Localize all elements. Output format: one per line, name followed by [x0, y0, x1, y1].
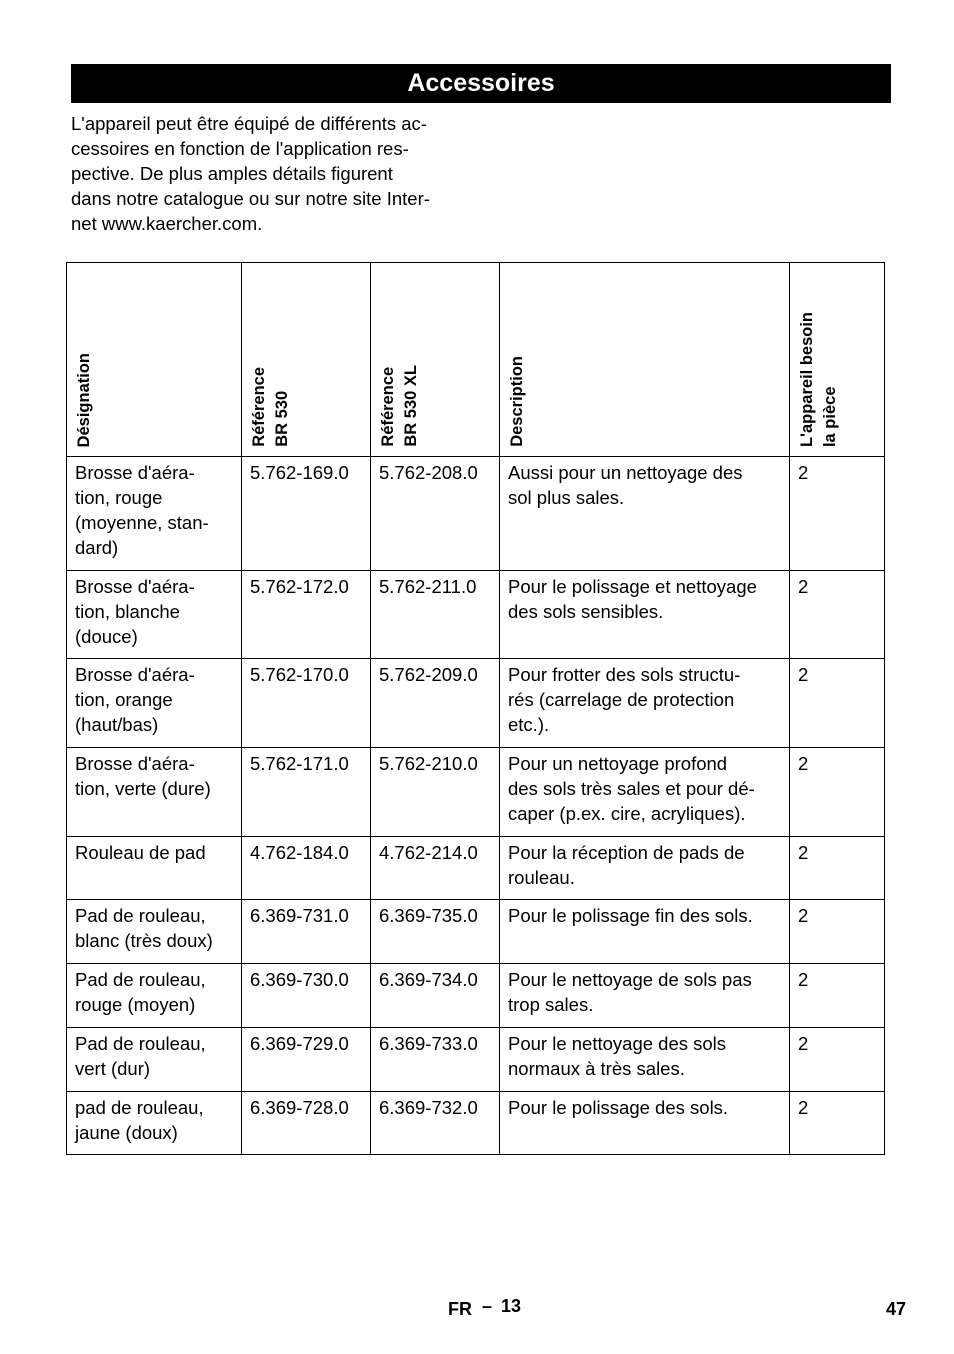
- header-ref-br530xl: Référence BR 530 XL: [371, 263, 500, 457]
- intro-line: L'appareil peut être équipé de différents ac-: [71, 113, 427, 134]
- cell-ref-br530: 6.369-731.0: [242, 900, 371, 964]
- cell-description: [500, 571, 790, 659]
- cell-ref-br530: 5.762-169.0: [242, 457, 371, 571]
- cell-ref-br530xl: 5.762-210.0: [371, 748, 500, 837]
- cell-designation: [67, 748, 242, 837]
- cell-designation-line: tion, rouge: [75, 487, 163, 508]
- cell-designation-line: Brosse d'aéra-: [75, 462, 195, 483]
- cell-description: [500, 1092, 790, 1155]
- cell-description-line: normaux à très sales.: [508, 1058, 685, 1079]
- table-row: [67, 1028, 885, 1092]
- cell-designation-line: rouge (moyen): [75, 994, 196, 1015]
- table-row: [67, 964, 885, 1028]
- section-title: Accessoires: [71, 64, 891, 103]
- cell-designation: [67, 900, 242, 964]
- cell-ref-br530: 6.369-728.0: [242, 1092, 371, 1155]
- cell-designation-line: Pad de rouleau,: [75, 905, 206, 926]
- cell-description: [500, 1028, 790, 1092]
- cell-description-line: caper (p.ex. cire, acryliques).: [508, 803, 746, 824]
- cell-description-line: etc.).: [508, 714, 550, 735]
- table-row: [67, 659, 885, 748]
- cell-designation: [67, 837, 242, 900]
- cell-ref-br530: 5.762-171.0: [242, 748, 371, 837]
- cell-designation-line: Brosse d'aéra-: [75, 753, 195, 774]
- cell-quantity: 2: [790, 900, 885, 964]
- table-row: [67, 837, 885, 900]
- cell-description-line: rouleau.: [508, 867, 575, 888]
- cell-description: [500, 964, 790, 1028]
- cell-designation-line: vert (dur): [75, 1058, 151, 1079]
- cell-designation-line: tion, blanche: [75, 601, 180, 622]
- cell-designation: [67, 659, 242, 748]
- cell-designation: [67, 1092, 242, 1155]
- cell-ref-br530: 5.762-172.0: [242, 571, 371, 659]
- intro-line: net www.kaercher.com.: [71, 213, 263, 234]
- cell-description-line: Pour un nettoyage profond: [508, 753, 728, 774]
- cell-ref-br530: 5.762-170.0: [242, 659, 371, 748]
- cell-description: [500, 748, 790, 837]
- cell-description: [500, 837, 790, 900]
- table-header-row: [67, 263, 885, 457]
- cell-designation: [67, 457, 242, 571]
- cell-description-line: Pour le nettoyage des sols: [508, 1033, 727, 1054]
- cell-designation-line: jaune (doux): [75, 1122, 178, 1143]
- cell-designation-line: tion, orange: [75, 689, 173, 710]
- cell-ref-br530xl: 4.762-214.0: [371, 837, 500, 900]
- cell-ref-br530: 6.369-729.0: [242, 1028, 371, 1092]
- table-row: [67, 748, 885, 837]
- intro-paragraph: [71, 111, 471, 236]
- cell-description-line: des sols très sales et pour dé-: [508, 778, 755, 799]
- footer-language: FR: [448, 1299, 472, 1319]
- cell-designation-line: Brosse d'aéra-: [75, 664, 195, 685]
- cell-description-line: sol plus sales.: [508, 487, 625, 508]
- cell-quantity: 2: [790, 837, 885, 900]
- table-row: [67, 571, 885, 659]
- cell-description-line: Pour le polissage et nettoyage: [508, 576, 757, 597]
- cell-designation-line: blanc (très doux): [75, 930, 213, 951]
- cell-description-line: Pour la réception de pads de: [508, 842, 745, 863]
- cell-quantity: 2: [790, 748, 885, 837]
- intro-line: dans notre catalogue ou sur notre site Inter-: [71, 188, 430, 209]
- cell-ref-br530: 6.369-730.0: [242, 964, 371, 1028]
- cell-quantity: 2: [790, 571, 885, 659]
- cell-ref-br530xl: 6.369-733.0: [371, 1028, 500, 1092]
- table-row: [67, 457, 885, 571]
- header-designation: Désignation: [67, 263, 242, 457]
- intro-line: cessoires en fonction de l'application res-: [71, 138, 409, 159]
- cell-description: [500, 457, 790, 571]
- intro-line: pective. De plus amples détails figurent: [71, 163, 393, 184]
- cell-designation: [67, 964, 242, 1028]
- cell-designation-line: (haut/bas): [75, 714, 159, 735]
- cell-designation-line: Pad de rouleau,: [75, 1033, 206, 1054]
- cell-quantity: 2: [790, 1092, 885, 1155]
- cell-description-line: Aussi pour un nettoyage des: [508, 462, 743, 483]
- cell-designation-line: (douce): [75, 626, 138, 647]
- footer-section-page: 13: [501, 1296, 522, 1316]
- footer-dash: –: [482, 1296, 493, 1316]
- cell-designation-line: Rouleau de pad: [75, 842, 206, 863]
- cell-quantity: 2: [790, 964, 885, 1028]
- cell-quantity: 2: [790, 1028, 885, 1092]
- cell-designation-line: Pad de rouleau,: [75, 969, 206, 990]
- cell-designation: [67, 1028, 242, 1092]
- cell-ref-br530xl: 5.762-208.0: [371, 457, 500, 571]
- cell-ref-br530: 4.762-184.0: [242, 837, 371, 900]
- cell-designation-line: pad de rouleau,: [75, 1097, 204, 1118]
- cell-description-line: des sols sensibles.: [508, 601, 664, 622]
- page-number: 47: [885, 1299, 906, 1319]
- cell-designation-line: (moyenne, stan-: [75, 512, 209, 533]
- header-quantity: L'appareil besoin la pièce: [790, 263, 885, 457]
- cell-designation-line: tion, verte (dure): [75, 778, 211, 799]
- cell-ref-br530xl: 6.369-734.0: [371, 964, 500, 1028]
- header-ref-br530: Référence BR 530: [242, 263, 371, 457]
- cell-designation-line: dard): [75, 537, 119, 558]
- accessories-table: [66, 262, 885, 1155]
- table-row: [67, 1092, 885, 1155]
- cell-description: [500, 900, 790, 964]
- cell-description-line: Pour le nettoyage de sols pas: [508, 969, 752, 990]
- cell-ref-br530xl: 5.762-209.0: [371, 659, 500, 748]
- cell-description-line: Pour frotter des sols structu-: [508, 664, 741, 685]
- cell-description-line: trop sales.: [508, 994, 594, 1015]
- header-description: Description: [500, 263, 790, 457]
- cell-description-line: Pour le polissage fin des sols.: [508, 905, 753, 926]
- cell-designation: [67, 571, 242, 659]
- cell-description-line: Pour le polissage des sols.: [508, 1097, 729, 1118]
- cell-quantity: 2: [790, 457, 885, 571]
- cell-description-line: rés (carrelage de protection: [508, 689, 735, 710]
- cell-quantity: 2: [790, 659, 885, 748]
- cell-ref-br530xl: 6.369-732.0: [371, 1092, 500, 1155]
- table-row: [67, 900, 885, 964]
- cell-description: [500, 659, 790, 748]
- cell-designation-line: Brosse d'aéra-: [75, 576, 195, 597]
- cell-ref-br530xl: 6.369-735.0: [371, 900, 500, 964]
- cell-ref-br530xl: 5.762-211.0: [371, 571, 500, 659]
